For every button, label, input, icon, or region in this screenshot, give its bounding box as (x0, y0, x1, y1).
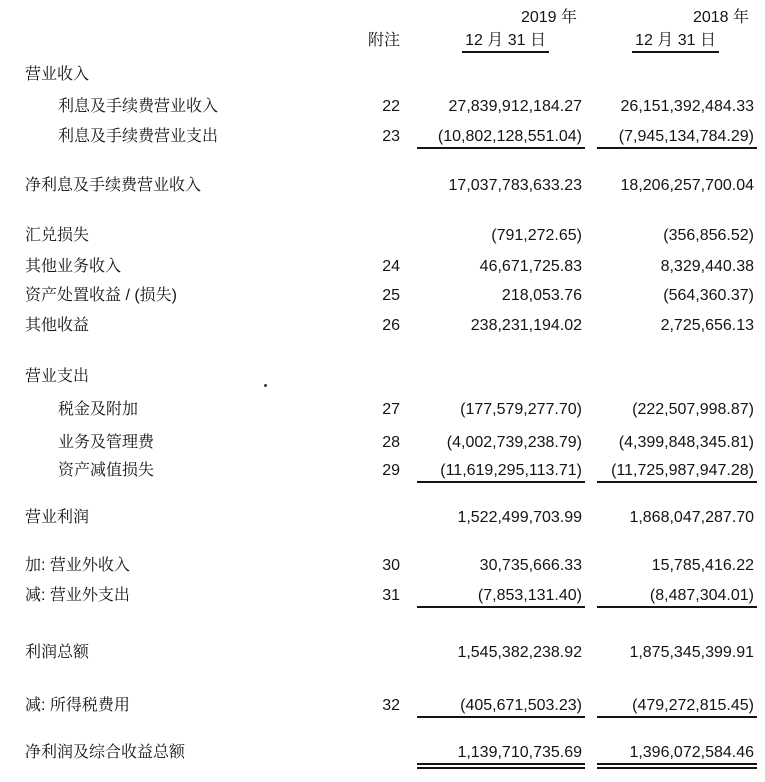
value-2018: 2,725,656.13 (660, 317, 754, 334)
row-operating-expenses-section (0, 367, 765, 387)
column-header-2019-year: 2019 年 (520, 9, 577, 26)
row-non-operating-expenses (0, 586, 765, 606)
value-2018: (8,487,304.01) (597, 586, 757, 608)
row-total-profit (0, 643, 765, 663)
note-ref: 31 (382, 587, 400, 604)
note-ref: 26 (382, 317, 400, 334)
value-2019: 1,545,382,238.92 (457, 644, 582, 661)
note-ref: 32 (382, 697, 400, 714)
value-2018: 26,151,392,484.33 (620, 98, 754, 115)
row-label: 其他业务收入 (25, 258, 122, 275)
value-2019: 1,139,710,735.69 (417, 743, 585, 765)
note-ref: 27 (382, 401, 400, 418)
row-label: 减: 所得税费用 (25, 697, 130, 714)
value-2018: (4,399,848,345.81) (618, 434, 754, 451)
row-label: 营业利润 (25, 509, 90, 526)
header-year-row (0, 8, 765, 28)
row-other-gains (0, 316, 765, 336)
row-label: 净利息及手续费营业收入 (25, 177, 202, 194)
value-2019: (11,619,295,113.71) (417, 461, 585, 483)
value-2018: (11,725,987,947.28) (597, 461, 757, 483)
note-ref: 22 (382, 98, 400, 115)
row-label: 资产处置收益 / (损失) (25, 287, 177, 304)
value-2018: (222,507,998.87) (632, 401, 754, 418)
notes-column-header: 附注 (367, 32, 400, 49)
row-asset-impairment-loss (0, 461, 765, 481)
row-other-business-income (0, 257, 765, 277)
value-2019: (10,802,128,551.04) (417, 127, 585, 149)
column-header-2018-date: 12 月 31 日 (632, 31, 719, 53)
row-net-interest-fee-income (0, 176, 765, 196)
value-2018: (7,945,134,784.29) (597, 127, 757, 149)
row-non-operating-income (0, 556, 765, 576)
value-2018: (564,360.37) (663, 287, 754, 304)
row-label: 汇兑损失 (25, 227, 90, 244)
row-interest-fee-income (0, 97, 765, 117)
value-2019: (177,579,277.70) (460, 401, 582, 418)
value-2019: 218,053.76 (501, 287, 582, 304)
note-ref: 28 (382, 434, 400, 451)
value-2018: (479,272,815.45) (597, 696, 757, 718)
value-2018: 15,785,416.22 (651, 557, 754, 574)
header-date-row (0, 31, 765, 51)
value-2018: 1,875,345,399.91 (629, 644, 754, 661)
value-2019: 238,231,194.02 (470, 317, 582, 334)
row-label: 净利润及综合收益总额 (25, 744, 186, 761)
value-2019: (405,671,503.23) (417, 696, 585, 718)
value-2019: 27,839,912,184.27 (448, 98, 582, 115)
value-2019: 30,735,666.33 (479, 557, 582, 574)
row-operating-profit (0, 508, 765, 528)
scan-artifact-dot (264, 384, 267, 387)
row-interest-fee-expense (0, 127, 765, 147)
row-label: 加: 营业外收入 (25, 557, 130, 574)
row-business-admin-expenses (0, 433, 765, 453)
note-ref: 23 (382, 128, 400, 145)
value-2019: 17,037,783,633.23 (448, 177, 582, 194)
column-header-2019-date: 12 月 31 日 (462, 31, 549, 53)
row-label: 其他收益 (25, 317, 90, 334)
value-2018: (356,856.52) (663, 227, 754, 244)
row-taxes-surcharges (0, 400, 765, 420)
row-label: 利息及手续费营业收入 (58, 98, 219, 115)
value-2019: 46,671,725.83 (479, 258, 582, 275)
value-2019: (791,272.65) (491, 227, 582, 244)
row-net-profit-and-comprehensive-income (0, 743, 765, 763)
row-label: 营业收入 (25, 66, 90, 83)
row-label: 利润总额 (25, 644, 90, 661)
value-2018: 1,868,047,287.70 (629, 509, 754, 526)
note-ref: 24 (382, 258, 400, 275)
row-label: 业务及管理费 (58, 434, 155, 451)
row-label: 资产减值损失 (58, 462, 155, 479)
value-2019: (7,853,131.40) (417, 586, 585, 608)
row-label: 税金及附加 (58, 401, 139, 418)
row-asset-disposal-gain-loss (0, 286, 765, 306)
value-2018: 1,396,072,584.46 (597, 743, 757, 765)
value-2018: 18,206,257,700.04 (620, 177, 754, 194)
column-header-2018-year: 2018 年 (692, 9, 749, 26)
value-2019: (4,002,739,238.79) (446, 434, 582, 451)
note-ref: 29 (382, 462, 400, 479)
row-income-tax-expense (0, 696, 765, 716)
row-label: 利息及手续费营业支出 (58, 128, 219, 145)
note-ref: 25 (382, 287, 400, 304)
row-exchange-loss (0, 226, 765, 246)
row-label: 营业支出 (25, 368, 90, 385)
value-2019: 1,522,499,703.99 (457, 509, 582, 526)
note-ref: 30 (382, 557, 400, 574)
value-2018: 8,329,440.38 (660, 258, 754, 275)
row-operating-revenue-section (0, 65, 765, 85)
row-label: 减: 营业外支出 (25, 587, 130, 604)
